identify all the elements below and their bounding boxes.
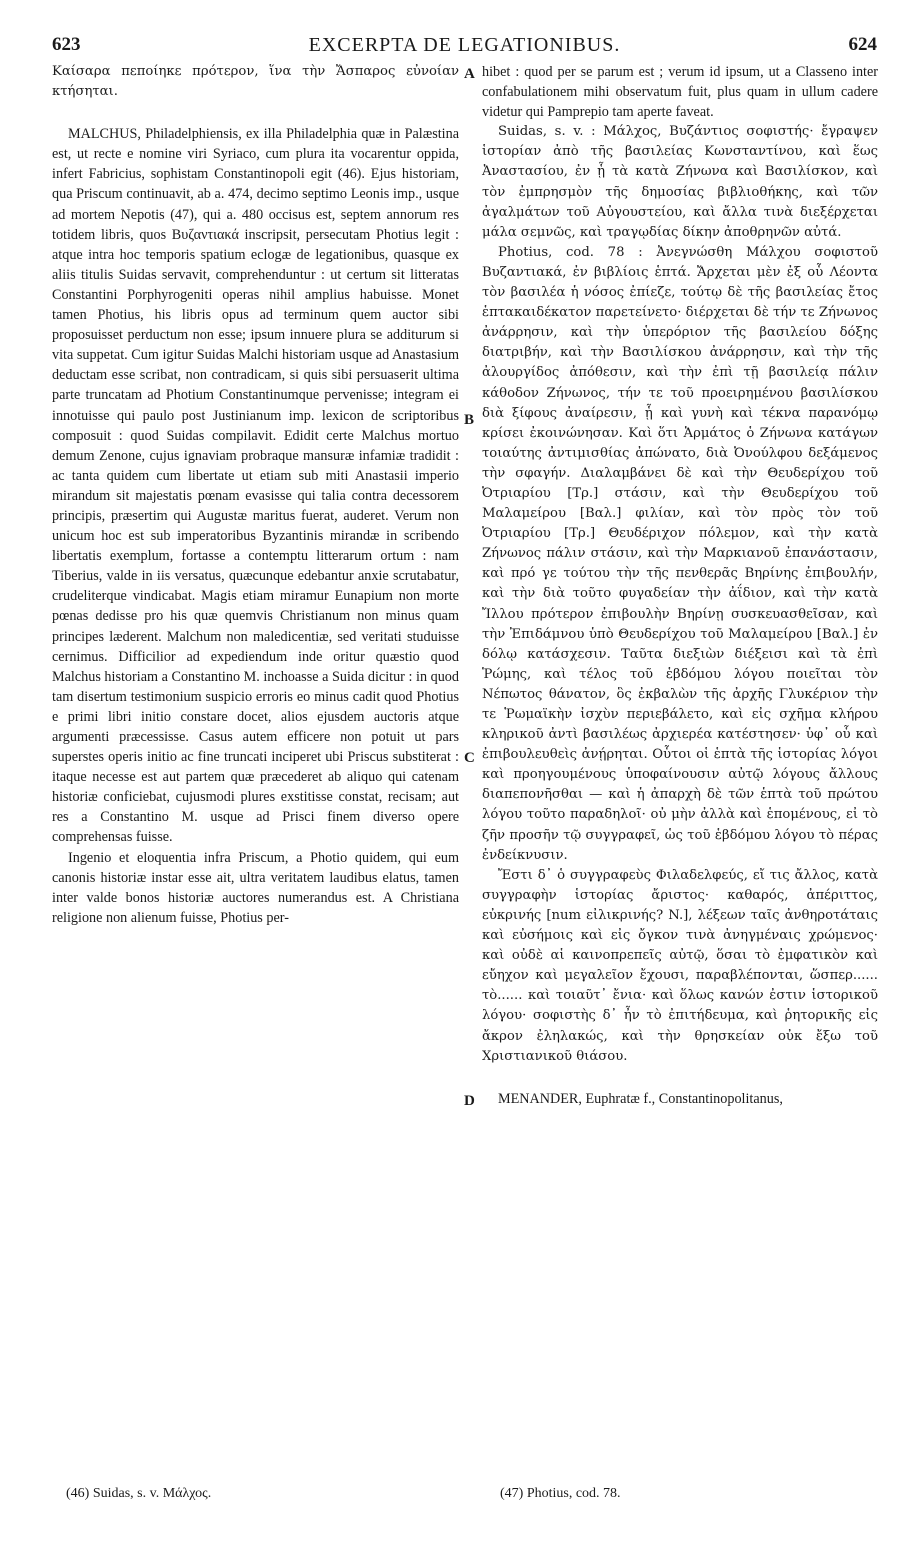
page-number-right: 624	[848, 34, 877, 55]
margin-marker-a: A	[464, 66, 475, 82]
page-number-left: 623	[52, 34, 81, 55]
footnote-47: (47) Photius, cod. 78.	[500, 1486, 621, 1501]
malchus-introduction: MALCHUS, Philadelphiensis, ex illa Philadelphia quæ in Palæstina est, ut recte e nomine viri Syriaco, cum plura ita vocarentur oppida, infert Fabricius, sophistam Constantinopoli egit (46). Ejus historiam, qua Priscum continuavit, ab a. 474, decimo septimo Leonis imp., usque ad mortem Nepotis (47), qui a. 480 occisus est, septem annorum res totidem libris, quos Βυζαντιακά inscripsit, persecutam Photius legit : atque intra hoc temporis spatium eclogæ de legationibus, quasque ex aliis titulis Suidas servavit, comprehenduntur : ut certum sit litteratas Constantini Porphyrogeniti operas nihil amplius habuisse. Monet tamen Photius, his libris opus ad terminum quem auctor sibi proposuisset perductum non esse; ipsum innuere plura se additurum si vita suppetat. Cum igitur Suidas Malchi historiam usque ad Anastasium deductam esse scribat, non contradicam, si quis sibi persuaserit ultima parte truncatam ad Photium Constantinumque pervenisse; integram ei innotuisse qui paulo post Justinianum imp. lexicon de scriptoribus composuit : quod Suidas compilavit. Edidit certe Malchus mortuo demum Zenone, cujus ignaviam probraque mansuræ infamiæ tradidit : ac tanta quidem cum libertate ut etiam sub miti Anastasii imperio mirandum sit majestatis pœnam evasisse qui talia contra decessorem principis, præsertim qui Augustæ maritus fuerat, auderet. Verum non unicum hoc est sub imperatoribus Byzantinis mirandæ in scribendo libertatis exemplum, fortasse a contemptu litterarum ortum : nam Tiberius, valde in iis versatus, quæcunque edebantur anxie scrutabatur, crudeliterque vindicabat. Magis etiam miramur Eunapium non morte pœnas dedisse pro his quæ quemvis Christianum non minus quam principes læderent. Malchum non maledicentiæ, sed veritati studuisse cernimus. Difficilior ad expediendum inde oritur quæstio quod Malchus historiam a Constantino M. inchoasse a Suida dicitur : in quod tam disertum testimonium suspicio erroris eo minus cadit quod Photius e primi libri initio constare docet, alios ejusdem auctoris atque argumenti præcessisse. Casus autem efficere non potuit ut pars superstes operis initio ac fine truncati inciperet ubi Priscus substiterat : itaque necesse est aut partem quæ præcederet ab aliquo qui catenam historiæ conficiebat, cujusmodi plures exstitisse constat, recisam; aut res a Constantino M. usque ad Prisci finem diverso opere comprehensas fuisse.	[52, 126, 459, 846]
footnote-46: (46) Suidas, s. v. Μάλχος.	[66, 1486, 212, 1501]
running-title: EXCERPTA DE LEGATIONIBUS.	[308, 34, 621, 56]
margin-marker-c: C	[464, 750, 475, 766]
running-header	[52, 34, 877, 60]
photius-entry: Photius, cod. 78 : Ἀνεγνώσθη Μάλχου σοφιστοῦ Βυζαντιακά, ἐν βιβλίοις ἑπτά. Ἄρχεται μὲν ἐξ οὗ Λέοντα τὸν βασιλέα ἡ νόσος ἐπίεζε, τούτῳ δὲ τῆς βασιλείας ἔτος ἑπτακαιδέκατον παρετείνετο· διέρχεται δὲ τήν τε Ζήνωνος ἀνάρρησιν, καὶ τὴν ὑπερόριον τῆς βασιλείου δόξης διατριβήν, καὶ τὴν Βασιλίσκου ἀνάρρησιν, καὶ τὴν τῆς ἀλουργίδος ἀπόθεσιν, καὶ τὴν ἐπὶ τῇ βασιλείᾳ πάλιν κάθοδον Ζήνωνος, τήν τε τοῦ προειρημένου βασιλίσκου διὰ ξίφους ἀναίρεσιν, ᾗ καὶ γυνὴ καὶ τέκνα παρανόμῳ κρίσει ἐκοινώνησαν. Καὶ ὅτι Ἁρμάτος ὁ Ζήνωνα κατάγων τοιαύτης ἀντιμισθίας ἀπώνατο, διὰ Ὀνούλφου δεξάμενος τὴν σφαγήν. Διαλαμβάνει δὲ καὶ τὴν Θευδερίχου τοῦ Ὀτριαρίου [Τρ.] στάσιν, καὶ τὴν Θευδερίχου τοῦ Μαλαμείρου [Βαλ.] φιλίαν, καὶ τὸν πρὸς τὸν τοῦ Ὀτριαρίου [Τρ.] Θευδέριχον πόλεμον, καὶ τὴν κατὰ Ζήνωνος πάλιν στάσιν, καὶ τὴν Μαρκιανοῦ ἐπανάστασιν, καὶ πρό γε τούτου τὴν τῆς πενθερᾶς Βηρίνης ἐπιβουλήν, καὶ τὴν διὰ τοῦτο φυγαδείαν τὴν ἀΐδιον, καὶ τὴν κατὰ Ἴλλου πρότερον ἐπιβουλὴν Βηρίνῃ συσκευασθεῖσαν, καὶ τὴν Ἐπιδάμνου ὑπὸ Θευδερίχου τοῦ Μαλαμείρου [Βαλ.] ἐν δόλῳ κατάσχεσιν. Ταῦτα διεξιὼν διέξεισι καὶ τὰ ἐπὶ Ῥώμης, καὶ τέλος τοῦ ἑβδόμου λόγου ποιεῖται τὸν Νέπωτος θάνατον, ὃς ἐκβαλὼν τῆς ἀρχῆς Γλυκέριον τὴν τε Ῥωμαϊκὴν ἰσχὺν περιεβάλετο, καὶ εἰς σχῆμα κλήρου κληρικοῦ ἀντὶ βασιλέως ἀρχιερέα κατέστησεν· ὑφ᾽ οὗ καὶ ἐπιβουλευθεὶς ἀνῄρηται. Οὗτοι οἱ ἑπτὰ τῆς ἱστορίας λόγοι καὶ προηγουμένους ὑποφαίνουσιν αὐτῷ λόγους ἄλλους διαπεπονῆσθαι — καὶ ἡ ἀπαρχὴ δὲ τῶν ἑπτὰ τοῦ πρώτου λόγου τοῦτο παραδηλοῖ· οὐ μὴν ἀλλὰ καὶ ἑπομένους, εἰ τὸ ζῆν προσῆν τῷ συγγραφεῖ, ὡς τοῦ ἑβδόμου λόγου τὸ πέρας ἐνδείκνυσιν.	[482, 244, 878, 863]
suidas-entry: Suidas, s. v. : Μάλχος, Βυζάντιος σοφιστής· ἔγραψεν ἱστορίαν ἀπὸ τῆς βασιλείας Κωνσταντίνου, καὶ ἕως Ἀναστασίου, ἐν ᾗ τὰ κατὰ Ζήνωνα καὶ Βασιλίσκον, καὶ τὸν ἐμπρησμὸν τῆς δημοσίας βιβλιοθήκης, καὶ τῶν ἀγαλμάτων τοῦ Αὐγουστείου, καὶ ἄλλα τινὰ διεξέρχεται μάλα σεμνῶς, καὶ τραγῳδίας δίκην ἀποθρηνῶν αὐτά.	[482, 124, 878, 240]
photius-style-judgement: Ἔστι δ᾽ ὁ συγγραφεὺς Φιλαδελφεύς, εἴ τις ἄλλος, κατὰ συγγραφὴν ἱστορίας ἄριστος· καθαρός, ἀπέριττος, εὐκρινής [num εἰλικρινής? N.], λέξεων ταῖς ἀνθηροτάταις καὶ εὐσήμοις καὶ εἰς ὄγκον τινὰ ἀνηγμέναις χρώμενος· καὶ οὐδὲ αἱ καινοπρεπεῖς αὐτῷ, ὅσαι τὸ ἐμφατικὸν καὶ εὔηχον καὶ μεγαλεῖον ἔχουσι, παραβλέπονται, ὥσπερ...... τὸ...... καὶ τοιαῦτ᾽ ἔνια· καὶ ὅλως κανών ἐστιν ἱστορικοῦ λόγου· σοφιστὴς δ᾽ ἦν τὸ ἐπιτήδευμα, καὶ ῥητορικῆς εἰς ἄκρον ἐληλακώς, καὶ τὴν θρησκείαν οὐκ ἔξω τοῦ Χριστιανικοῦ θιάσου.	[482, 867, 878, 1064]
left-column	[52, 62, 459, 928]
greek-intro-fragment: Καίσαρα πεποίηκε πρότερον, ἵνα τὴν Ἄσπαρος εὐνοίαν κτήσηται.	[52, 64, 459, 100]
malchus-assessment: Ingenio et eloquentia infra Priscum, a Photio quidem, qui eum canonis historiæ instar esse ait, ultra veritatem laudibus elatus, tamen inter valde bonos historiæ auctores numerandus est. A Christiana religione non alienum fuisse, Photius per-	[52, 849, 459, 926]
latin-continuation: hibet : quod per se parum est ; verum id ipsum, ut a Classeno inter confabulationem mihi observatum fuit, plus quam in ullum cadere videtur qui Pamprepio tam aperte faveat.	[482, 64, 878, 121]
margin-marker-b: B	[464, 412, 475, 428]
menander-heading: MENANDER, Euphratæ f., Constantinopolitanus,	[498, 1090, 783, 1107]
margin-marker-d: D	[464, 1093, 475, 1109]
right-column	[482, 62, 878, 1109]
